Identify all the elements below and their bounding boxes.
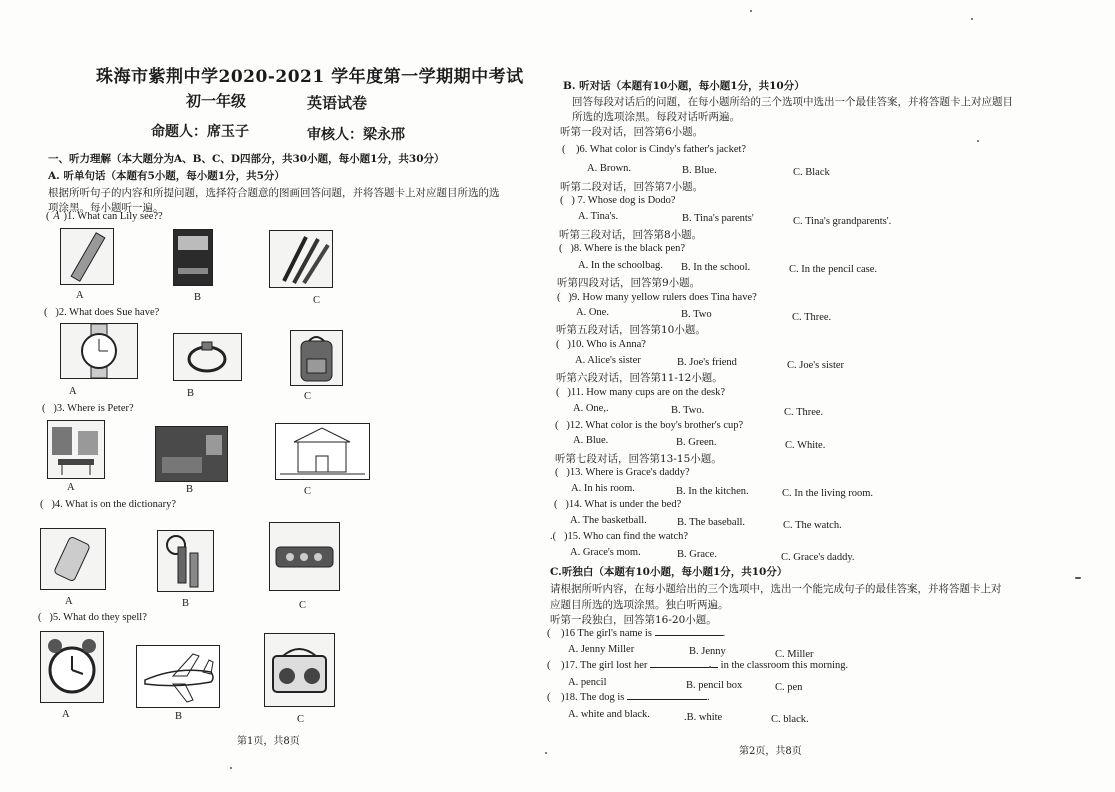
q13-option-b: B. In the kitchen.: [676, 486, 749, 497]
q8-option-a: A. In the schoolbag.: [578, 260, 663, 271]
q6-option-c: C. Black: [793, 167, 830, 178]
q4-label-a: A: [65, 596, 73, 607]
q17-option-c: C. pen: [775, 682, 803, 693]
section-a-instr-2: 项涂黑。每小题听一遍。: [48, 202, 164, 214]
question-16: ( )16 The girl's name is .: [547, 628, 726, 639]
q3-label-b: B: [186, 484, 194, 495]
dialogue-5-label: 听第五段对话，回答第10小题。: [556, 324, 706, 336]
dialogue-2-label: 听第二段对话，回答第7小题。: [560, 181, 704, 193]
question-5: ( )5. What do they spell?: [38, 612, 147, 623]
scan-speck: [750, 10, 752, 12]
section-c-instr-1: 请根据所听内容，在每小题给出的三个选项中，选出一个能完成句子的最佳答案，并将答题卡上对: [550, 583, 1002, 595]
section-b-instr-1: 回答每段对话后的问题，在每小题所给的三个选项中选出一个最佳答案，并将答题卡上对应题目: [572, 96, 1013, 108]
q2-label-a: A: [69, 386, 77, 397]
question-14: ( )14. What is under the bed?: [554, 499, 682, 510]
q2-label-c: C: [304, 391, 312, 402]
q12-option-c: C. White.: [785, 440, 826, 451]
pencils-icon: [270, 231, 332, 287]
q4-label-b: B: [182, 598, 190, 609]
q9-option-b: B. Two: [681, 309, 712, 320]
question-9: ( )9. How many yellow rulers does Tina have?: [557, 292, 757, 303]
pencil-case-icon: [270, 523, 339, 590]
scan-speck: [545, 752, 547, 754]
q6-option-b: B. Blue.: [682, 165, 717, 176]
q14-option-b: B. The baseball.: [677, 517, 746, 528]
watch-image: [60, 323, 138, 379]
reviewer-label: 审核人：梁永邢: [307, 127, 405, 143]
question-6: ( )6. What color is Cindy's father's jacket?: [562, 144, 747, 155]
library-icon: [48, 421, 104, 478]
dialogue-6-label: 听第六段对话，回答第11-12小题。: [556, 372, 723, 384]
scan-speck: [1075, 577, 1081, 579]
q11-option-b: B. Two.: [671, 405, 705, 416]
q14-option-a: A. The basketball.: [570, 515, 647, 526]
bedroom-icon: [156, 427, 227, 481]
ring-image: [173, 333, 242, 381]
pencils-image: [269, 230, 333, 288]
q10-option-c: C. Joe's sister: [787, 360, 845, 371]
pencil-case-image: [269, 522, 340, 591]
question-11: ( )11. How many cups are on the desk?: [556, 387, 726, 398]
keys-icon: [158, 531, 213, 591]
q16-option-a: A. Jenny Miller: [568, 644, 635, 655]
q4-label-c: C: [299, 600, 307, 611]
q18-option-c: C. black.: [771, 714, 809, 725]
keys-image: [157, 530, 214, 592]
backpack-icon: [291, 331, 342, 385]
school-image: [275, 423, 370, 480]
scan-speck: [230, 767, 232, 769]
q16-option-b: B. Jenny: [689, 646, 726, 657]
q3-label-a: A: [67, 482, 75, 493]
section-c-instr-2: 应题目所选的选项涂黑。独白听两遍。: [550, 599, 729, 611]
question-18: ( )18. The dog is .: [547, 692, 710, 703]
q15-option-b: B. Grace.: [677, 549, 717, 560]
q3-label-c: C: [304, 486, 312, 497]
monologue-1-label: 听第一段独白，回答第16-20小题。: [550, 614, 717, 626]
q13-option-a: A. In his room.: [571, 483, 635, 494]
library-image: [47, 420, 105, 479]
q7-option-c: C. Tina's grandparents'.: [793, 216, 892, 227]
question-2: ( )2. What does Sue have?: [44, 307, 160, 318]
q11-option-c: C. Three.: [784, 407, 824, 418]
question-8: ( )8. Where is the black pen?: [559, 243, 686, 254]
q17-option-a: A. pencil: [568, 677, 607, 688]
dialogue-3-label: 听第三段对话，回答第8小题。: [559, 229, 703, 241]
q18-option-a: A. white and black.: [568, 709, 650, 720]
q7-option-b: B. Tina's parents': [682, 213, 754, 224]
clock-icon: [41, 632, 103, 702]
question-3: ( )3. Where is Peter?: [42, 403, 134, 414]
question-1: ( A )1. What can Lily see??: [46, 211, 163, 222]
grade-label: 初一年级: [186, 92, 247, 110]
section-b-heading: B. 听对话（本题有10小题，每小题1分，共10分）: [563, 80, 805, 92]
exam-title: 珠海市紫荆中学2020-2021 学年度第一学期期中考试: [96, 67, 524, 87]
q13-option-c: C. In the living room.: [782, 488, 873, 499]
eraser-icon: [41, 529, 105, 589]
eraser-image: [40, 528, 106, 590]
section-a-instr-1: 根据所听句子的内容和所提问题，选择符合题意的图画回答问题，并将答题卡上对应题目所选的选: [48, 187, 500, 199]
watch-icon: [61, 324, 137, 378]
q9-option-a: A. One.: [576, 307, 609, 318]
ruler-icon: [61, 229, 113, 284]
answer-blank: [627, 699, 707, 700]
ring-icon: [174, 334, 241, 380]
q12-option-a: A. Blue.: [573, 435, 609, 446]
q15-option-a: A. Grace's mom.: [570, 547, 641, 558]
question-17: ( )17. The girl lost her in the classroom this morning.: [547, 660, 849, 671]
q17-option-b: B. pencil box: [686, 680, 743, 691]
q9-option-c: C. Three.: [792, 312, 832, 323]
section-c-heading: C.听独白（本题有10小题，每小题1分，共10分）: [550, 566, 788, 578]
book-image: [173, 229, 213, 286]
question-10: ( )10. Who is Anna?: [556, 339, 646, 350]
backpack-image: [290, 330, 343, 386]
radio-icon: [265, 634, 334, 706]
scan-speck: [709, 666, 711, 668]
q10-option-a: A. Alice's sister: [575, 355, 641, 366]
q8-option-b: B. In the school.: [681, 262, 751, 273]
book-icon: [174, 230, 212, 285]
q16-option-c: C. Miller: [775, 649, 814, 660]
q18-option-b: .B. white: [684, 712, 723, 723]
q2-label-b: B: [187, 388, 195, 399]
radio-image: [264, 633, 335, 707]
q11-option-a: A. One,.: [573, 403, 609, 414]
q7-option-a: A. Tina's.: [578, 211, 619, 222]
dialogue-4-label: 听第四段对话，回答第9小题。: [557, 277, 701, 289]
q12-option-b: B. Green.: [676, 437, 717, 448]
author-label: 命题人：席玉子: [151, 124, 249, 140]
answer-blank: [655, 635, 723, 636]
section-b-instr-2: 所选的选项涂黑。每段对话听两遍。: [572, 111, 740, 123]
airplane-icon: [137, 646, 219, 707]
question-15: .( )15. Who can find the watch?: [550, 531, 689, 542]
q15-option-c: C. Grace's daddy.: [781, 552, 855, 563]
section-a-heading: A. 听单句话（本题有5小题，每小题1分，共5分）: [48, 170, 285, 182]
subject-label: 英语试卷: [307, 94, 368, 112]
answer-blank: [650, 667, 718, 668]
bedroom-image: [155, 426, 228, 482]
ruler-image: [60, 228, 114, 285]
scan-speck: [977, 140, 979, 142]
q1-label-b: B: [194, 292, 202, 303]
question-12: ( )12. What color is the boy's brother's cup?: [555, 420, 744, 431]
airplane-image: [136, 645, 220, 708]
q5-label-a: A: [62, 709, 70, 720]
question-7: ( ) 7. Whose dog is Dodo?: [560, 195, 676, 206]
dialogue-7-label: 听第七段对话，回答第13-15小题。: [555, 453, 722, 465]
q5-label-c: C: [297, 714, 305, 725]
dialogue-1-label: 听第一段对话，回答第6小题。: [560, 126, 704, 138]
scan-speck: [971, 18, 973, 20]
page-1-footer: 第1页，共8页: [237, 736, 300, 747]
part1-heading: 一、听力理解（本大题分为A、B、C、D四部分，共30小题，每小题1分，共30分）: [48, 153, 445, 165]
school-icon: [276, 424, 369, 479]
alarm-clock-image: [40, 631, 104, 703]
q6-option-a: A. Brown.: [587, 163, 632, 174]
question-4: ( )4. What is on the dictionary?: [40, 499, 176, 510]
page-2-footer: 第2页，共8页: [739, 746, 802, 757]
q14-option-c: C. The watch.: [783, 520, 842, 531]
question-13: ( )13. Where is Grace's daddy?: [555, 467, 690, 478]
q8-option-c: C. In the pencil case.: [789, 264, 878, 275]
question-1-handwritten-answer: A: [53, 211, 60, 222]
q10-option-b: B. Joe's friend: [677, 357, 737, 368]
q5-label-b: B: [175, 711, 183, 722]
q1-label-c: C: [313, 295, 321, 306]
q1-label-a: A: [76, 290, 84, 301]
